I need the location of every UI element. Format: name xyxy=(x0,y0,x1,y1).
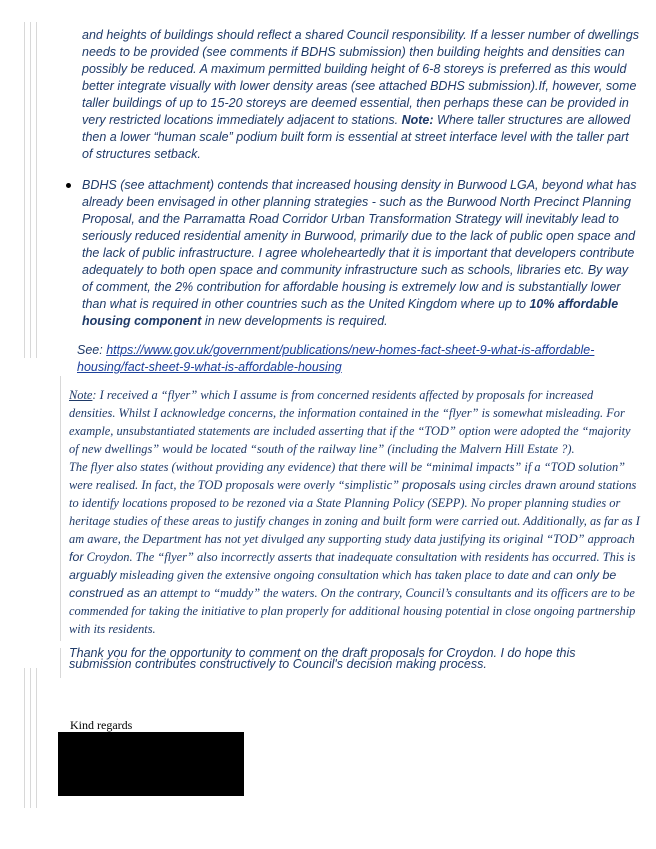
paragraph-text: and heights of buildings should reflect a shared Council responsibility. If a lesser number of dwellings needs to be provided (see comments if BDHS submission) then building heights and densities can possibly be reduced. A maximum permitted building height of 6-8 storeys is preferred as this would better integrate visually with lower density areas (see attached BDHS submission).If, however, some taller buildings of up to 15-20 storeys are deemed essential, then perhaps these can be provided in very restricted locations immediately adjacent to stations. xyxy=(82,28,640,127)
bullet-text-b: in new developments is required. xyxy=(201,314,388,328)
bullet-item xyxy=(66,177,642,330)
redacted-signature-block xyxy=(58,732,244,796)
note-p2-c: using circles drawn around stations to identify locations proposed to be rezoned via a State Planning Policy (SEPP). No proper planning studies or heritage studies of these areas to justify changes in zoning and built form were carried out. Additionally, as far as I am aware, the Department has not yet divulged any supporting study data justifying its original “TOD” approach xyxy=(69,478,640,546)
see-reference xyxy=(77,342,637,376)
paragraph-continuation xyxy=(82,27,642,163)
margin-rule xyxy=(30,22,31,358)
note-p2-f: arguably xyxy=(69,568,117,582)
note-paragraph-2 xyxy=(69,458,641,638)
margin-rule xyxy=(30,668,31,808)
closing-regards: Kind regards xyxy=(70,718,133,732)
note-p2-e: Croydon. The “flyer” also incorrectly asserts that inadequate consultation with residents has occurred. This is xyxy=(83,550,636,564)
note-p1-text: : I received a “flyer” which I assume is from concerned residents affected by proposals for increased densities. Whilst I acknowledge concerns, the information contained in the “flyer” is somewhat misleading. For example, unsubstantiated statements are included asserting that if the “TOD” option were adopted the “majority of new dwellings” would be located “south of the railway line” (including the Malvern Hill Estate ?). xyxy=(69,388,631,456)
note-margin-rule xyxy=(60,376,61,641)
note-p2-b: proposals xyxy=(402,478,456,492)
margin-rule xyxy=(24,668,25,808)
note-p2-h: an only be construed as an xyxy=(69,568,617,600)
see-label: See: xyxy=(77,343,107,357)
bullet-text xyxy=(82,177,642,330)
margin-rule xyxy=(24,22,25,358)
reference-link[interactable]: https://www.gov.uk/government/publications/new-homes-fact-sheet-9-what-is-affordable-housing/fact-sheet-9-what-is-affordable-housing xyxy=(77,343,595,374)
note-p2-a: The flyer also states (without providing any evidence) that there will be “minimal impacts” if a “TOD solution” were realised. In fact, the TOD proposals were overly “simplistic” xyxy=(69,460,626,492)
bullet-icon xyxy=(66,183,71,188)
thanks-margin-rule xyxy=(60,648,61,678)
note-p2-g: misleading given the extensive ongoing consultation which has taken place to date and c xyxy=(116,568,560,582)
margin-rule xyxy=(36,668,37,808)
note-p2-d: for xyxy=(69,550,84,564)
note-block-label: Note xyxy=(69,388,93,402)
note-p2-i: attempt to “muddy” the waters. On the contrary, Council’s consultants and its officers are to be commended for taking the initiative to plan properly for additional housing potential in close ongoing partnership with its residents. xyxy=(69,586,636,636)
bullet-bold-text: 10% affordable housing component xyxy=(82,297,619,328)
note-paragraph-1 xyxy=(69,386,641,458)
bullet-text-a: BDHS (see attachment) contends that increased housing density in Burwood LGA, beyond what has already been envisaged in other planning strategies - such as the Burwood North Precinct Planning Proposal, and the Parramatta Road Corridor Urban Transformation Strategy will inevitably lead to seriously reduced residential amenity in Burwood, primarily due to the lack of public open space and the lack of public infrastructure. I agree wholeheartedly that it is important that developers contribute adequately to both open space and community infrastructure such as schools, libraries etc. By way of comment, the 2% contribution for affordable housing is extremely low and is substantially lower than what is required in other countries such as the United Kingdom where up to xyxy=(82,178,637,311)
note-text: Where taller structures are allowed then a lower “human scale” podium built form is essential at street interface level with the taller part of structures setback. xyxy=(82,113,631,161)
closing-thanks: Thank you for the opportunity to comment on the draft proposals for Croydon. I do hope this submission contributes constructively to Council's decision making process. xyxy=(69,646,576,671)
note-block xyxy=(69,386,641,638)
margin-rule xyxy=(36,22,37,358)
note-label: Note: xyxy=(401,113,434,127)
